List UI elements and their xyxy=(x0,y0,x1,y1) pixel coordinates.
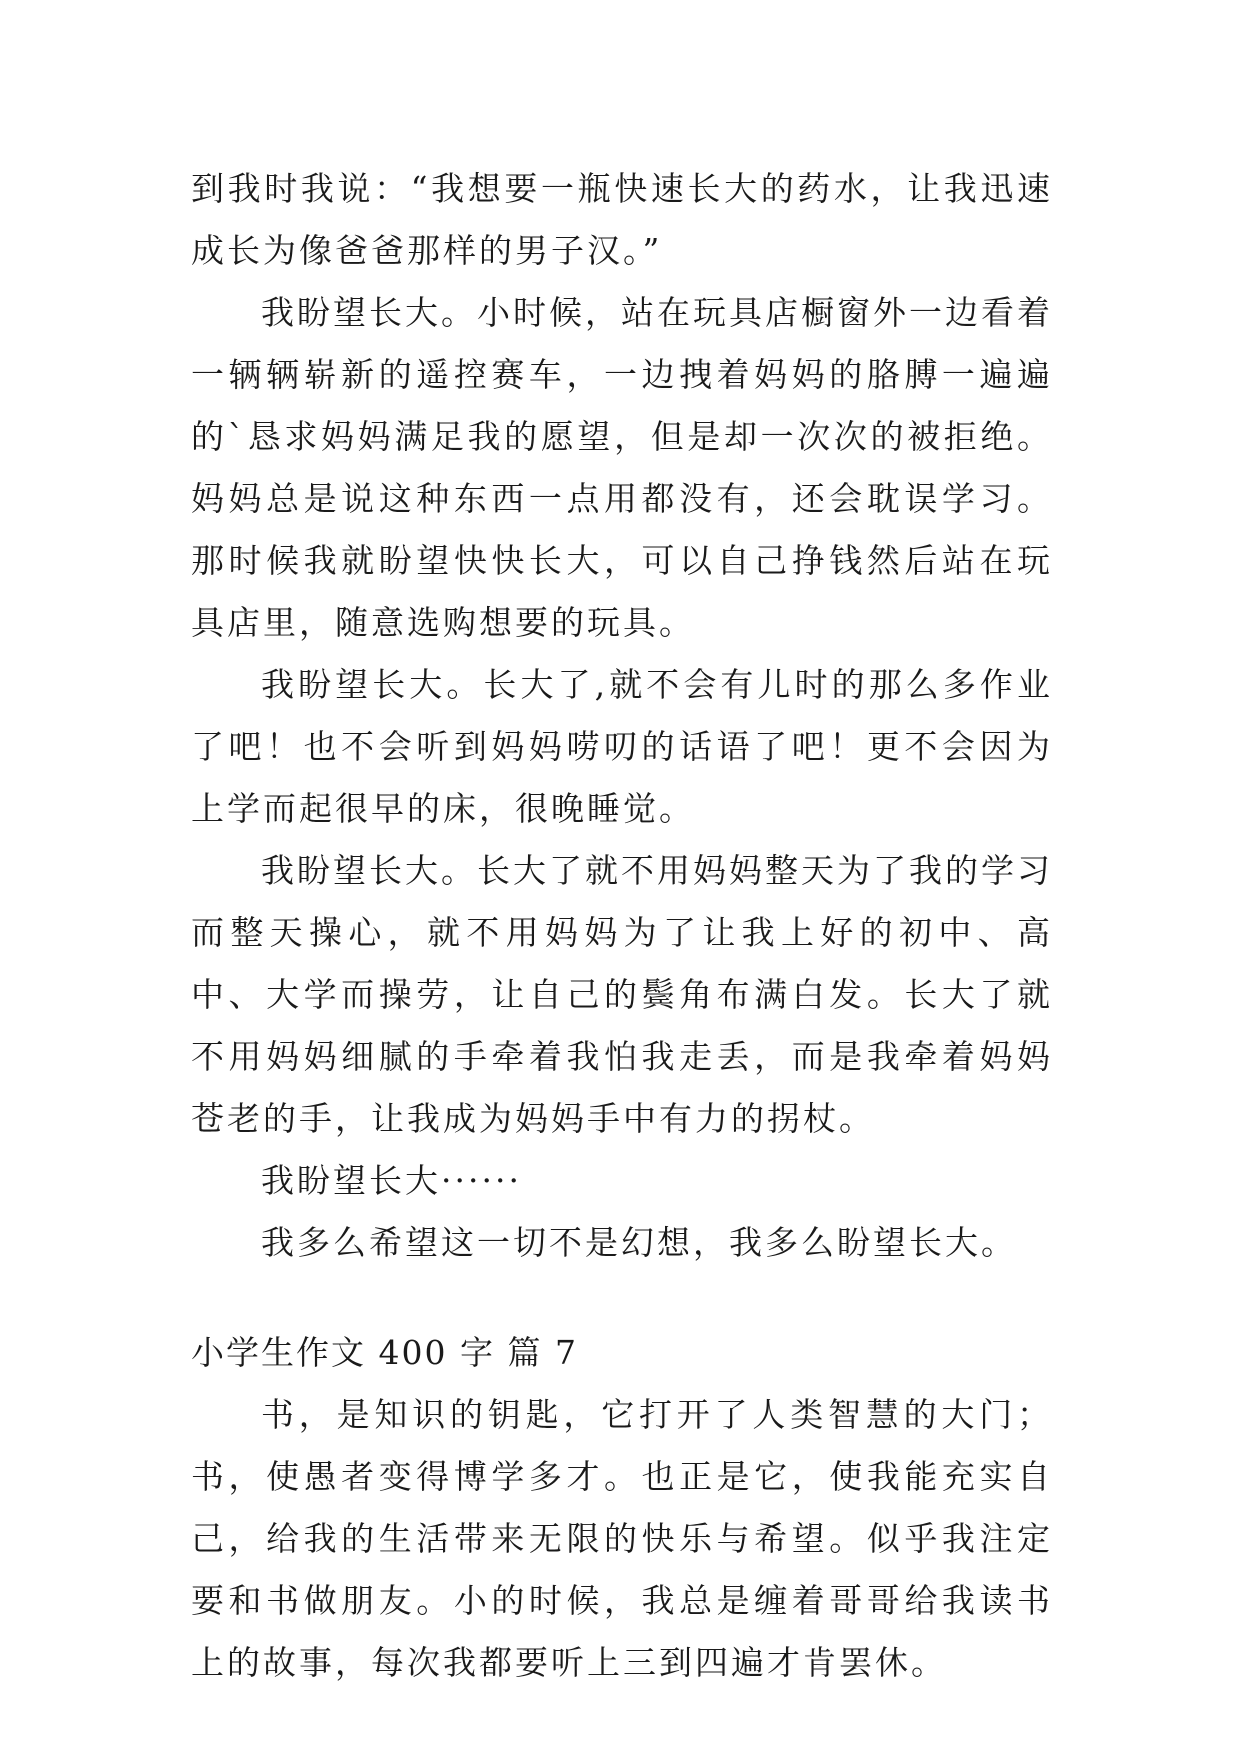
paragraph-3: 我盼望长大。长大了,就不会有儿时的那么多作业了吧！也不会听到妈妈唠叨的话语了吧！更不会因为上学而起很早的床，很晚睡觉。 xyxy=(191,665,1053,828)
section-paragraph-1: 书，是知识的钥匙，它打开了人类智慧的大门；书，使愚者变得博学多才。也正是它，使我能充实自己，给我的生活带来无限的快乐与希望。似乎我注定要和书做朋友。小的时候，我总是缠着哥哥给我读书上的故事，每次我都要听上三到四遍才肯罢休。 xyxy=(191,1395,1053,1682)
paragraph-2: 我盼望长大。小时候，站在玩具店橱窗外一边看着一辆辆崭新的遥控赛车，一边拽着妈妈的胳膊一遍遍的`恳求妈妈满足我的愿望，但是却一次次的被拒绝。妈妈总是说这种东西一点用都没有，还会耽误学习。那时候我就盼望快快长大，可以自己挣钱然后站在玩具店里，随意选购想要的玩具。 xyxy=(191,293,1053,642)
paragraph-1: 到我时我说：“我想要一瓶快速长大的药水，让我迅速成长为像爸爸那样的男子汉。” xyxy=(191,169,1053,270)
paragraph-6: 我多么希望这一切不是幻想，我多么盼望长大。 xyxy=(261,1223,1017,1262)
paragraph-4: 我盼望长大。长大了就不用妈妈整天为了我的学习而整天操心，就不用妈妈为了让我上好的初中、高中、大学而操劳，让自己的鬓角布满白发。长大了就不用妈妈细腻的手牵着我怕我走丢，而是我牵着妈妈苍老的手，让我成为妈妈手中有力的拐杖。 xyxy=(191,851,1053,1138)
section-heading: 小学生作文 400 字 篇 7 xyxy=(191,1333,578,1372)
section-spacer xyxy=(191,1274,1053,1322)
paragraph-5: 我盼望长大······ xyxy=(261,1161,522,1200)
document-page xyxy=(191,158,1053,1694)
